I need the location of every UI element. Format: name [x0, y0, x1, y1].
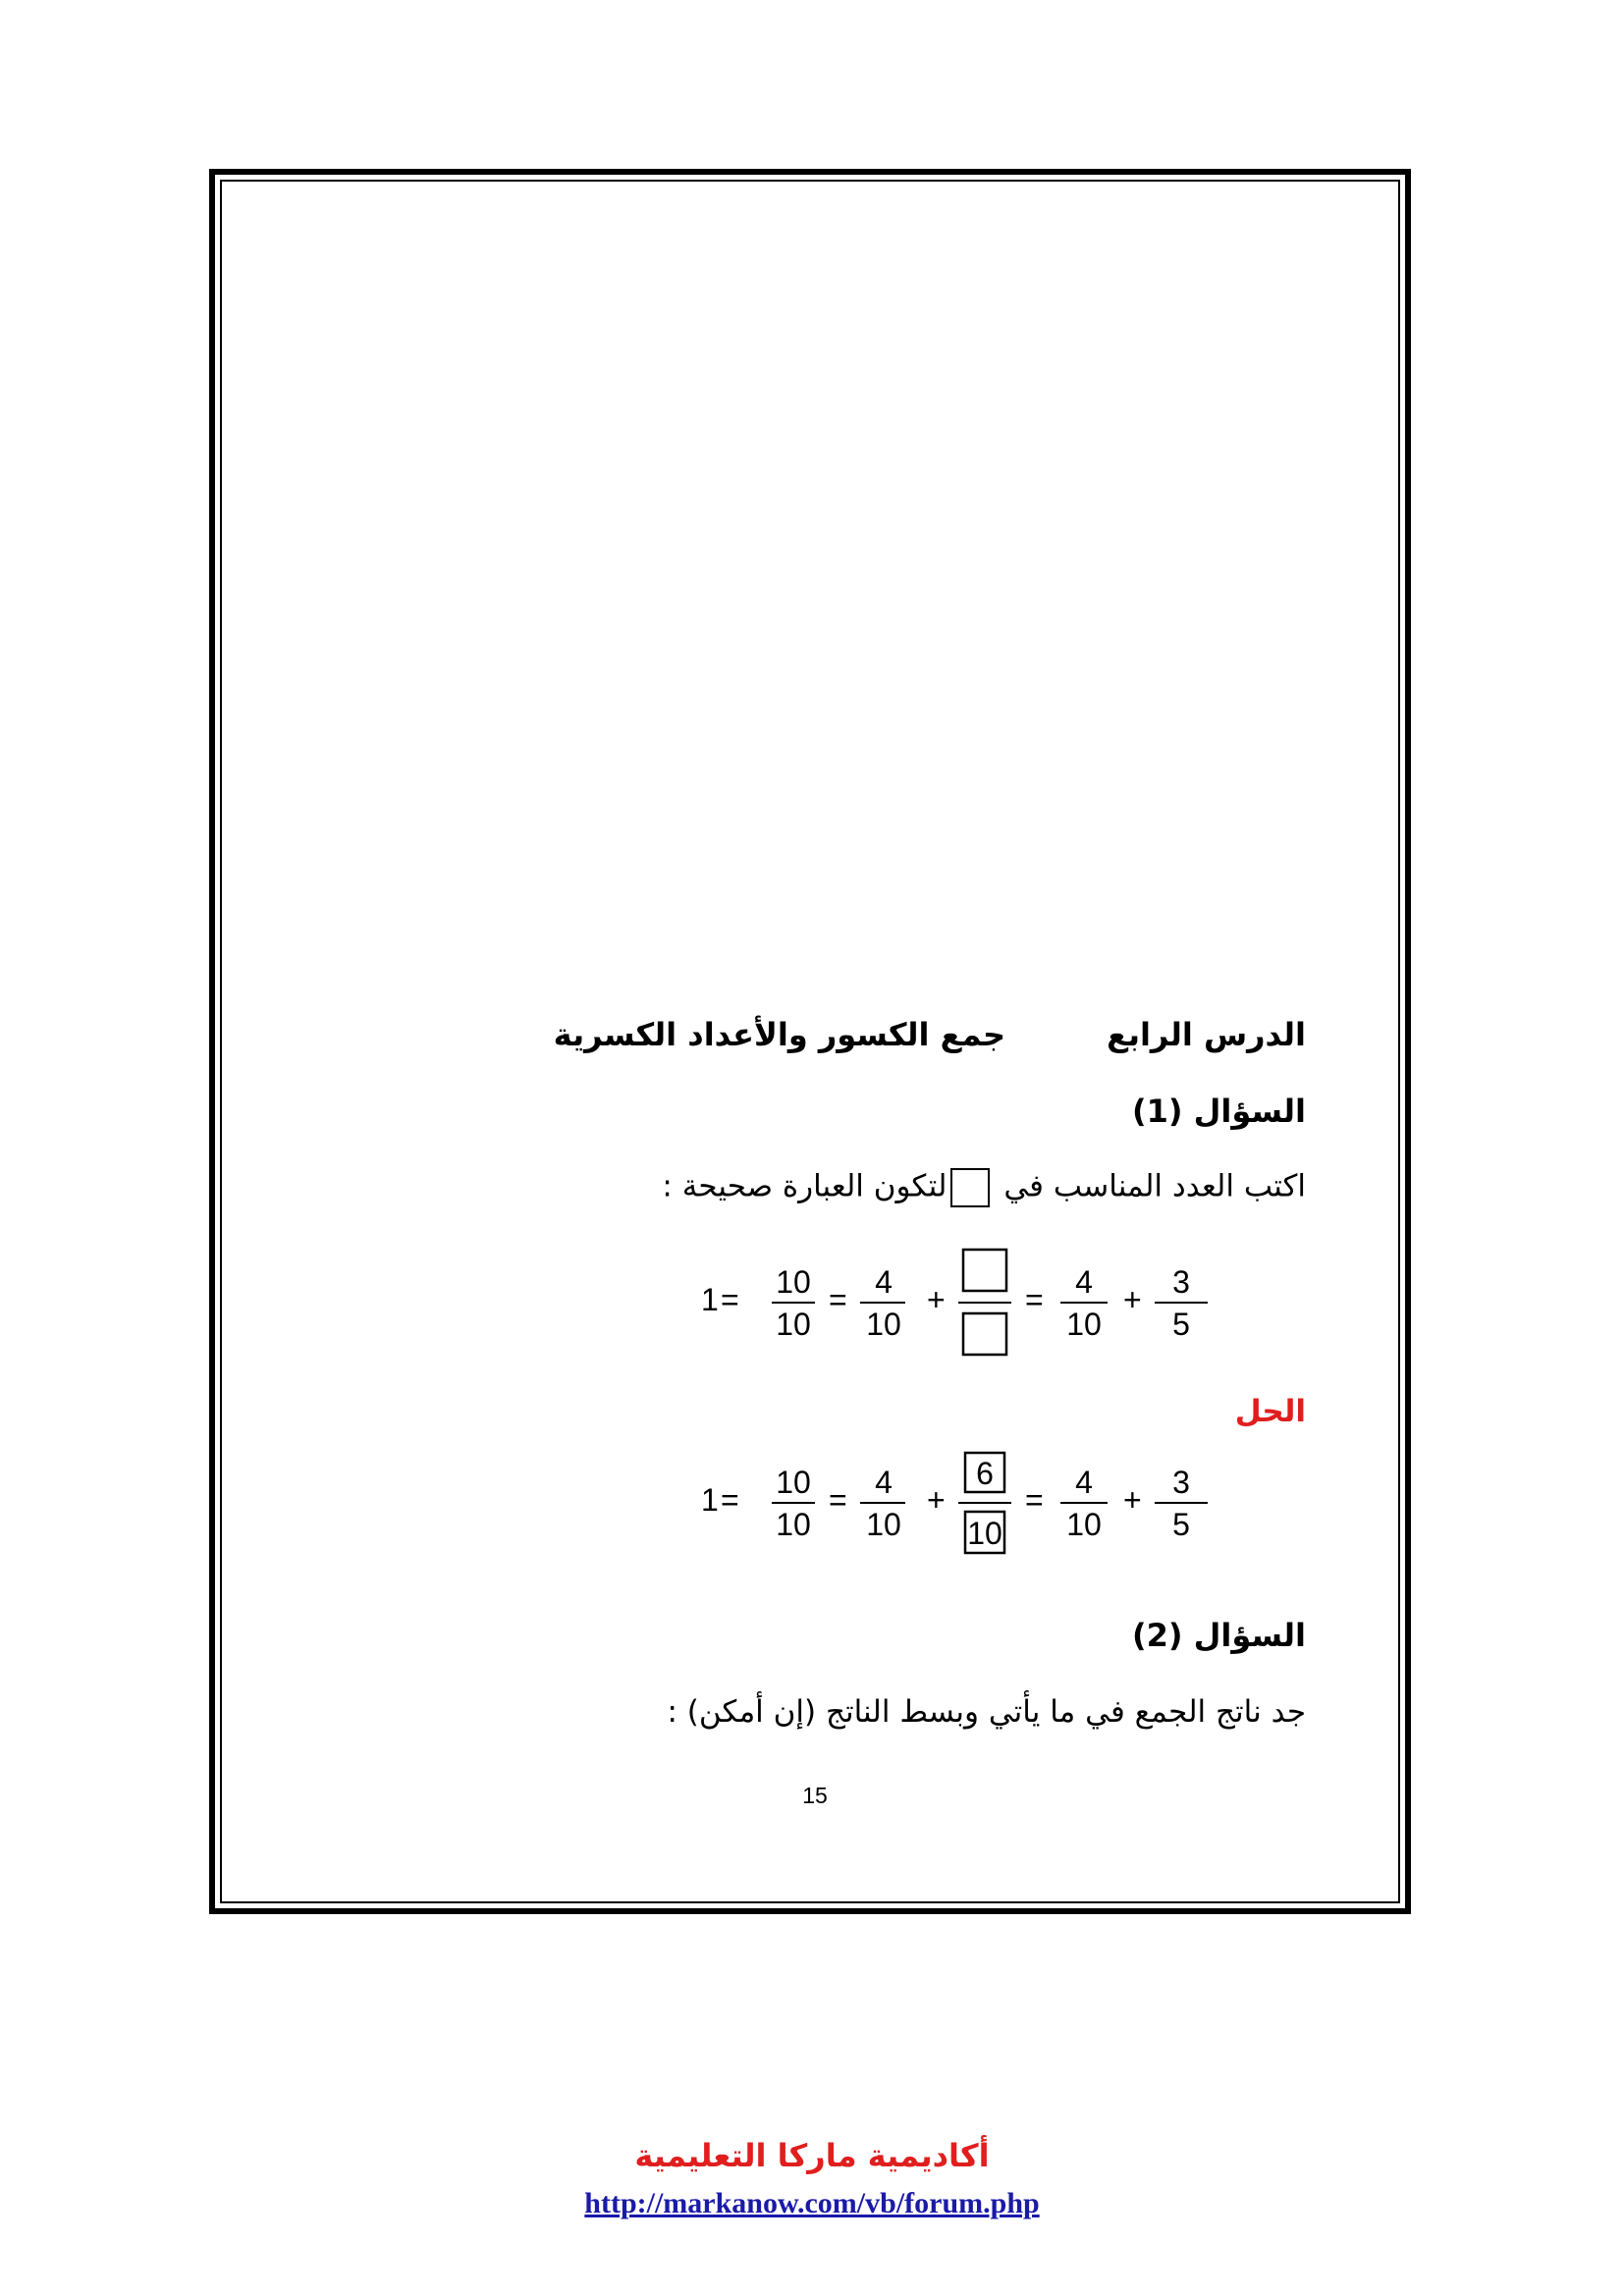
lesson-label: الدرس الرابع [1107, 1016, 1306, 1053]
eq2-f3-den: 10 [967, 1516, 1002, 1551]
question-1-equation [687, 1247, 1237, 1355]
eq2-f3-num: 6 [976, 1456, 994, 1491]
instruction-part-1: اكتب العدد المناسب في [1003, 1168, 1306, 1204]
eq2-f4-num: 4 [1075, 1465, 1093, 1500]
eq1-f5-den: 5 [1172, 1307, 1190, 1342]
eq1-result: 1 [701, 1282, 719, 1317]
eq1-f3-num-box[interactable] [963, 1250, 1006, 1291]
question-2-label: السؤال (2) [1132, 1617, 1306, 1654]
eq1-plus-2: + [1123, 1282, 1142, 1317]
eq1-equals-1: = [721, 1282, 739, 1317]
solution-equation [687, 1447, 1237, 1555]
footer-url-link[interactable]: http://markanow.com/vb/forum.php [584, 2187, 1040, 2219]
answer-box-icon [950, 1168, 990, 1207]
eq2-equals-1: = [721, 1482, 739, 1518]
eq2-f1-num: 10 [776, 1465, 811, 1500]
question-1-instruction [662, 1168, 1306, 1207]
eq1-f4-num: 4 [1075, 1264, 1093, 1300]
eq1-plus-1: + [927, 1282, 946, 1317]
lesson-topic: جمع الكسور والأعداد الكسرية [553, 1016, 1005, 1053]
eq1-f4-den: 10 [1066, 1307, 1102, 1342]
eq2-f2-num: 4 [875, 1465, 893, 1500]
eq2-equals-2: = [829, 1482, 847, 1518]
eq2-f5-num: 3 [1172, 1465, 1190, 1500]
eq2-f5-den: 5 [1172, 1507, 1190, 1542]
eq1-f5-num: 3 [1172, 1264, 1190, 1300]
eq2-plus-1: + [927, 1482, 946, 1518]
eq1-f1-den: 10 [776, 1307, 811, 1342]
eq2-equals-3: = [1025, 1482, 1044, 1518]
question-1-label: السؤال (1) [1132, 1093, 1306, 1130]
eq1-f2-den: 10 [866, 1307, 901, 1342]
eq1-f1-num: 10 [776, 1264, 811, 1300]
question-2-instruction: جد ناتج الجمع في ما يأتي وبسط الناتج (إن أمكن) : [667, 1694, 1306, 1730]
eq1-equals-3: = [1025, 1282, 1044, 1317]
footer-academy-name: أكاديمية ماركا التعليمية [634, 2137, 990, 2174]
eq1-f3-den-box[interactable] [963, 1313, 1006, 1355]
eq2-f1-den: 10 [776, 1507, 811, 1542]
eq2-plus-2: + [1123, 1482, 1142, 1518]
eq1-equals-2: = [829, 1282, 847, 1317]
eq2-result: 1 [701, 1482, 719, 1518]
page-number: 15 [802, 1783, 828, 1808]
eq2-f4-den: 10 [1066, 1507, 1102, 1542]
eq1-f2-num: 4 [875, 1264, 893, 1300]
instruction-part-2: لتكون العبارة صحيحة : [662, 1168, 947, 1204]
eq2-f2-den: 10 [866, 1507, 901, 1542]
solution-label: الحل [1234, 1394, 1306, 1429]
